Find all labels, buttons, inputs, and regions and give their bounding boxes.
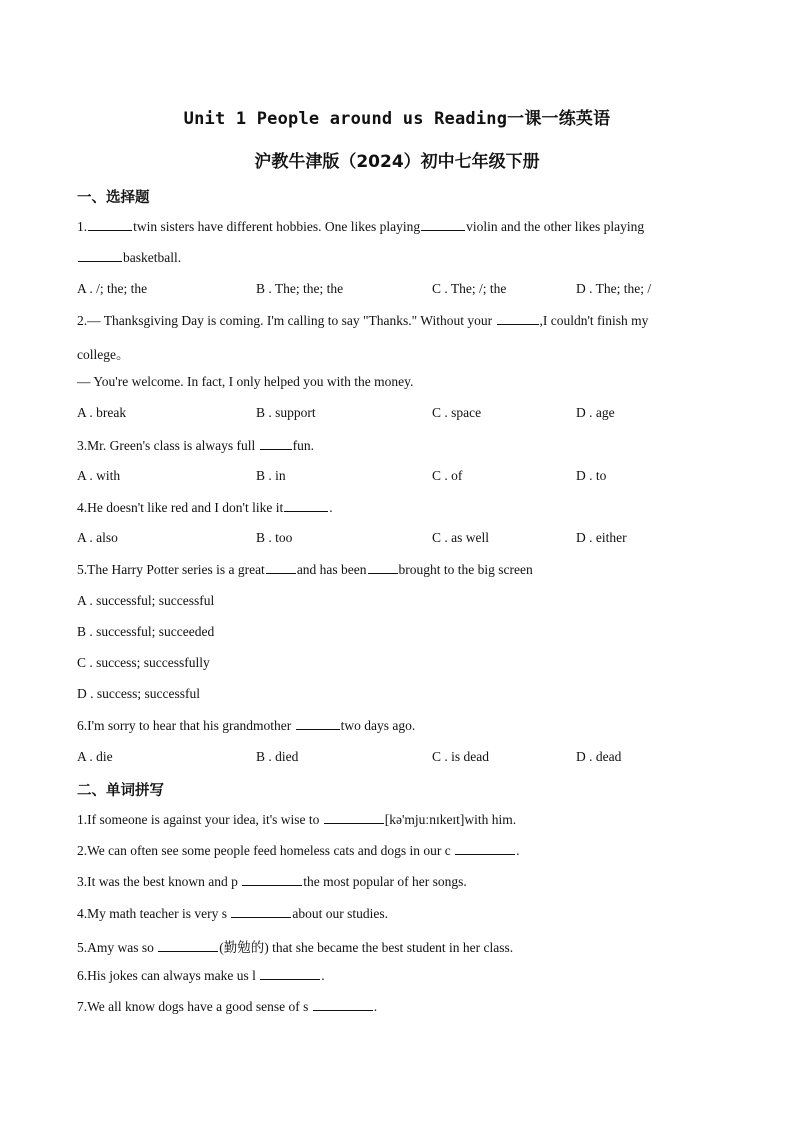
option-a: A . also (77, 530, 118, 545)
question-2-line-2: college。 (77, 347, 130, 362)
spelling-item-4: 4.My math teacher is very s about our studies. (77, 906, 388, 921)
option-d: D . age (576, 405, 615, 420)
question-3: 3.Mr. Green's class is always full fun. (77, 438, 315, 453)
option-a: A . break (77, 405, 127, 420)
option-c: C . The; /; the (432, 281, 507, 296)
option-b: B . The; the; the (256, 281, 344, 296)
spelling-item-5: 5.Amy was so (勤勉的) that she became the best student in her class. (77, 940, 514, 955)
option-d: D . to (576, 468, 607, 483)
answer-blank (324, 811, 384, 824)
option-a: A . successful; successful (77, 593, 215, 608)
answer-blank (497, 312, 539, 325)
option-c: C . success; successfully (77, 655, 210, 670)
answer-blank (231, 905, 291, 918)
question-1-line-1 (77, 218, 692, 235)
question-2-line-1: 2.— Thanksgiving Day is coming. I'm calling to say "Thanks." Without your ,I couldn't finish my (77, 313, 649, 328)
section-heading-spelling: 二、单词拼写 (77, 783, 164, 799)
option-b: B . support (256, 405, 316, 420)
answer-blank (313, 998, 373, 1011)
question-5: 5.The Harry Potter series is a great and has been brought to the big screen (77, 562, 533, 577)
spelling-item-7: 7.We all know dogs have a good sense of s . (77, 999, 378, 1014)
option-d: D . success; successful (77, 686, 200, 701)
answer-blank (421, 218, 465, 231)
spelling-item-6: 6.His jokes can always make us l . (77, 968, 325, 983)
question-6: 6.I'm sorry to hear that his grandmother two days ago. (77, 718, 416, 733)
option-d: D . The; the; / (576, 281, 652, 296)
question-1-line-2: basketball. (77, 249, 181, 266)
answer-blank (242, 873, 302, 886)
answer-blank (284, 499, 328, 512)
option-d: D . either (576, 530, 627, 545)
option-b: B . in (256, 468, 286, 483)
option-c: C . space (432, 405, 482, 420)
option-c: C . as well (432, 530, 489, 545)
option-b: B . too (256, 530, 293, 545)
option-c: C . of (432, 468, 463, 483)
document-title: Unit 1 People around us Reading一课一练英语 (183, 109, 611, 129)
answer-blank (158, 939, 218, 952)
spelling-item-1: 1.If someone is against your idea, it's wise to [kə'mjuːnɪkeɪt]with him. (77, 812, 517, 827)
spelling-item-3: 3.It was the best known and p the most popular of her songs. (77, 874, 467, 889)
answer-blank (296, 717, 340, 730)
option-a: A . /; the; the (77, 281, 148, 296)
answer-blank (368, 561, 398, 574)
answer-blank (88, 218, 132, 231)
spelling-item-2: 2.We can often see some people feed homeless cats and dogs in our c . (77, 843, 520, 858)
answer-blank (78, 249, 122, 262)
answer-blank (260, 967, 320, 980)
option-b: B . died (256, 749, 299, 764)
question-2-response: — You're welcome. In fact, I only helped you with the money. (77, 374, 414, 389)
question-1-stem-start: 1. twin sisters have different hobbies. One likes playing violin and the other likes playing (77, 219, 645, 234)
section-heading-multiple-choice: 一、选择题 (77, 190, 150, 206)
answer-blank (455, 842, 515, 855)
option-a: A . die (77, 749, 113, 764)
document-subtitle: 沪教牛津版（2024）初中七年级下册 (254, 152, 540, 172)
answer-blank (260, 437, 292, 450)
option-d: D . dead (576, 749, 622, 764)
question-4: 4.He doesn't like red and I don't like it . (77, 500, 333, 515)
answer-blank (266, 561, 296, 574)
option-b: B . successful; succeeded (77, 624, 215, 639)
option-c: C . is dead (432, 749, 489, 764)
option-a: A . with (77, 468, 121, 483)
